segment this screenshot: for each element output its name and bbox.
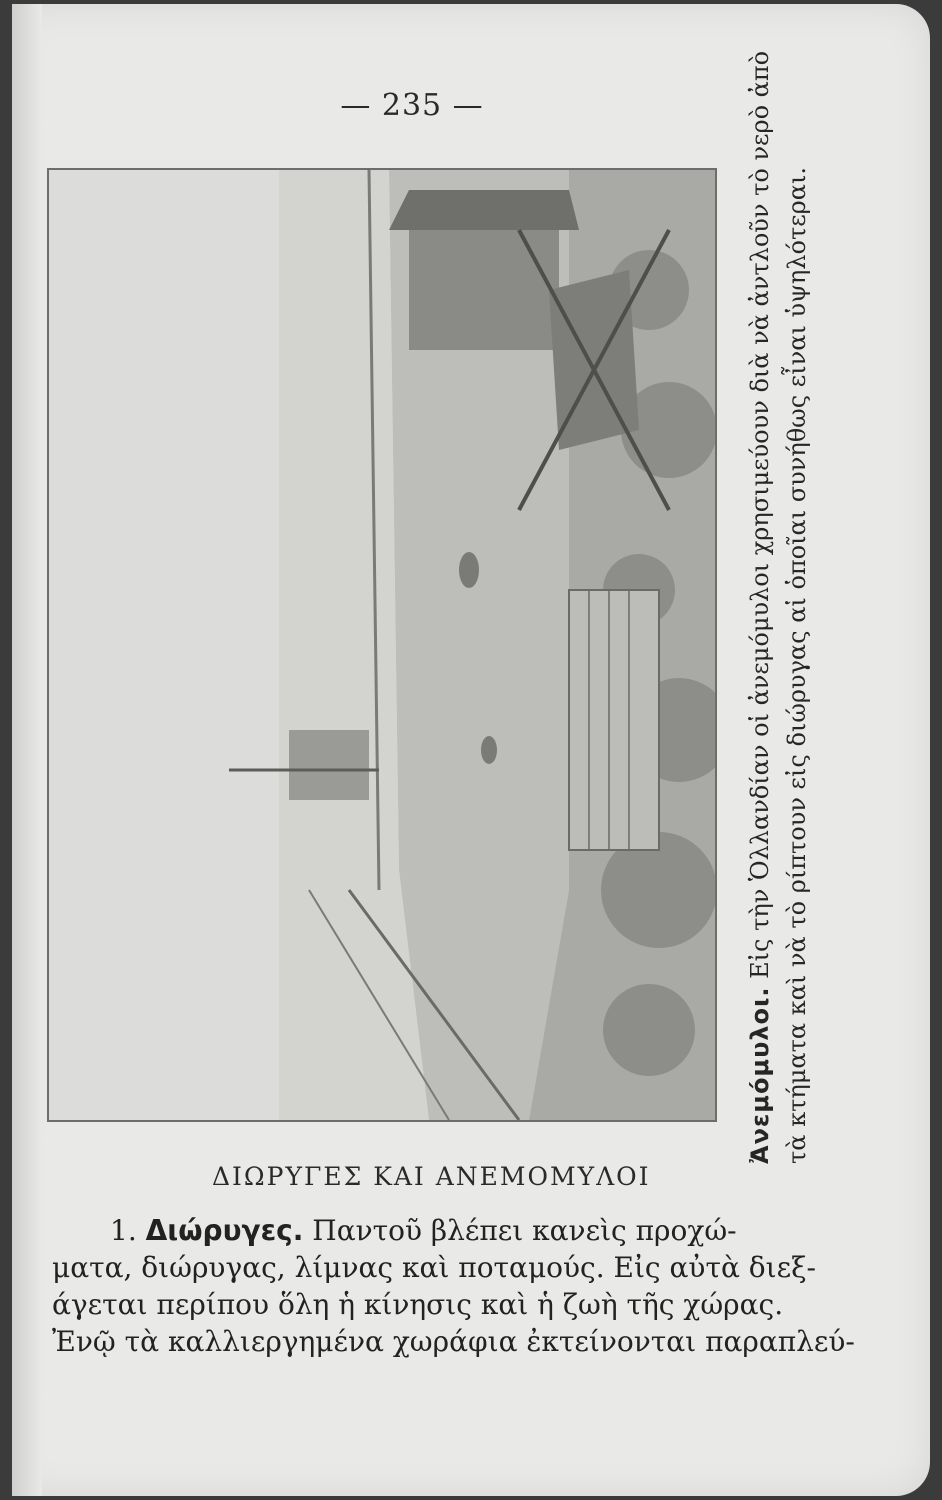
page-number: — 235 — [340,88,484,123]
paragraph-line-3: άγεται περίπου ὅλη ἡ κίνησις καὶ ἡ ζωὴ τῆς χώρας. [52,1288,784,1321]
paragraph-term: Διώρυγες. [145,1214,304,1247]
windmill-photo-illustration [49,170,715,1120]
paragraph-line-2: ματα, διώρυγας, λίμνας καὶ ποταμούς. Εἰς αὐτὰ διεξ- [52,1251,816,1284]
body-paragraph [52,1212,855,1360]
paragraph-line-1-text: Παντοῦ βλέπει κανεὶς προχώ- [303,1214,737,1247]
caption-line-1-text: Εἰς τὴν Ὁλλανδίαν οἱ ἀνεμόμυλοι χρησιμεύουν διὰ νὰ ἀντλοῦν τὸ νερὸ ἀπὸ [746,50,774,987]
caption-line-2: τὰ κτήματα καὶ νὰ τὸ ρίπτουν εἰς διώρυγας αἱ ὁποῖαι συνήθως εἶναι ὑψηλότεραι. [783,166,811,1164]
book-page [12,4,930,1496]
paragraph-line-1 [52,1212,792,1249]
section-heading: ΔΙΩΡΥΓΕΣ ΚΑΙ ΑΝΕΜΟΜΥΛΟΙ [212,1162,651,1191]
paragraph-number: 1. [110,1214,137,1247]
page-spine-shadow [12,4,42,1496]
paragraph-line-4: Ἐνῷ τὰ καλλιεργημένα χωράφια ἐκτείνονται παραπλεύ- [52,1325,855,1358]
figure-caption [742,50,842,1164]
caption-lead-term: Ἀνεμόμυλοι. [746,986,774,1164]
caption-line-1 [742,50,779,1164]
windmill-photograph [47,168,717,1122]
